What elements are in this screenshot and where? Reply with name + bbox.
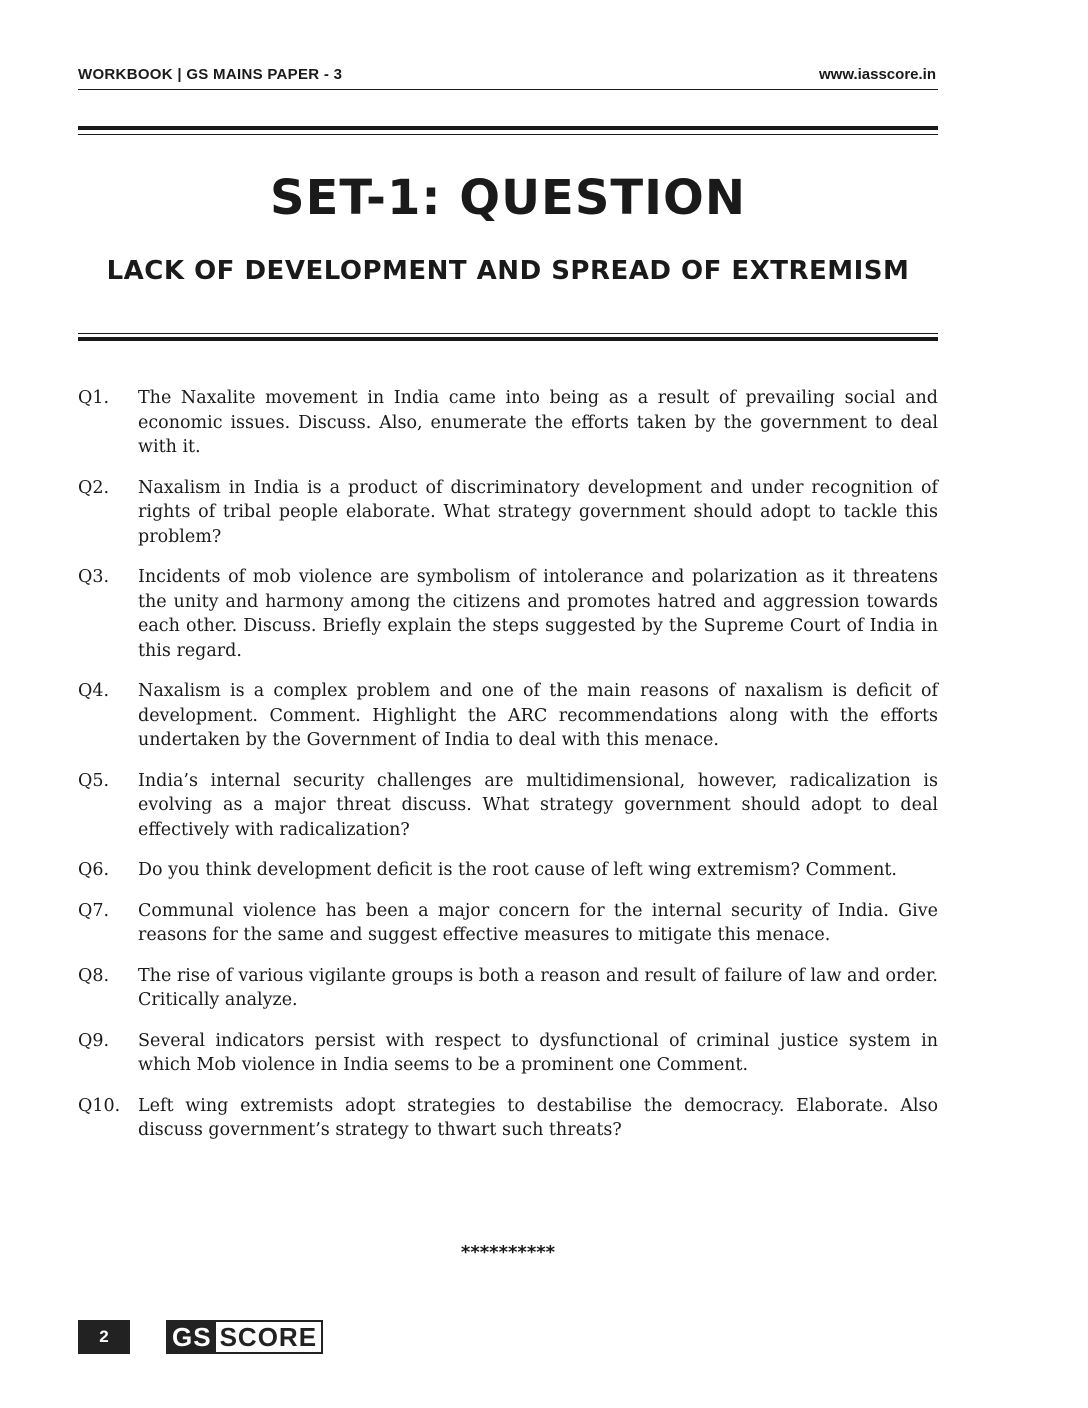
question-text: Naxalism in India is a product of discriminatory development and under recognition of rights of tribal people elaborate. What strategy government should adopt to tackle this problem? <box>138 477 938 547</box>
question-text: Naxalism is a complex problem and one of the main reasons of naxalism is deficit of development. Comment. Highlight the ARC recommendations along with the efforts undertaken by the Government of India to deal with this menace. <box>138 681 938 750</box>
question-text: Several indicators persist with respect to dysfunctional of criminal justice system in which Mob violence in India seems to be a prominent one Comment. <box>138 1030 938 1075</box>
logo-score: SCORE <box>219 1321 318 1352</box>
page-number: 2 <box>78 1320 130 1354</box>
question-number: Q5. <box>78 770 110 791</box>
title-top-rule-thin <box>78 134 938 135</box>
question-item <box>78 858 938 883</box>
question-number: Q2. <box>78 477 110 498</box>
question-item <box>78 769 938 843</box>
question-item <box>78 386 938 460</box>
question-number: Q7. <box>78 900 110 921</box>
page-subtitle: LACK OF DEVELOPMENT AND SPREAD OF EXTREMISM <box>106 256 910 286</box>
question-text: Do you think development deficit is the root cause of left wing extremism? Comment. <box>138 860 897 880</box>
header-workbook-label: WORKBOOK | GS MAINS PAPER - 3 <box>78 66 343 83</box>
question-number: Q9. <box>78 1030 110 1051</box>
header-divider <box>78 89 938 90</box>
logo-gs: GS <box>168 1322 216 1352</box>
end-marker: ********** <box>460 1242 556 1263</box>
title-bottom-rule <box>78 337 938 341</box>
question-text: The Naxalite movement in India came into being as a result of prevailing social and economic issues. Discuss. Also, enumerate the efforts taken by the government to deal with it. <box>138 388 938 457</box>
question-number: Q8. <box>78 965 110 986</box>
title-bottom-rule-thin <box>78 333 938 334</box>
question-item <box>78 476 938 550</box>
gs-score-logo <box>166 1320 323 1354</box>
question-number: Q10. <box>78 1095 121 1116</box>
question-number: Q4. <box>78 681 110 701</box>
question-text: Communal violence has been a major concern for the internal security of India. Give reasons for the same and suggest effective measures to mitigate this menace. <box>138 900 938 945</box>
question-text: India’s internal security challenges are multidimensional, however, radicalization is evolving as a major threat discuss. What strategy government should adopt to deal effectively with radicalization? <box>138 770 938 840</box>
header-website: www.iasscore.in <box>819 66 936 83</box>
question-number: Q1. <box>78 388 110 408</box>
question-text: Left wing extremists adopt strategies to destabilise the democracy. Elaborate. Also discuss government’s strategy to thwart such threats? <box>138 1095 938 1140</box>
question-item <box>78 899 938 948</box>
question-item <box>78 679 938 753</box>
question-item <box>78 1094 938 1143</box>
question-item <box>78 565 938 663</box>
question-number: Q6. <box>78 860 110 880</box>
question-text: Incidents of mob violence are symbolism of intolerance and polarization as it threatens the unity and harmony among the citizens and promotes hatred and aggression towards each other. Discuss. Briefly explain the steps suggested by the Supreme Court of India in this regard. <box>138 567 938 661</box>
question-item <box>78 1029 938 1078</box>
page-title: SET-1: QUESTION <box>270 170 746 226</box>
question-text: The rise of various vigilante groups is both a reason and result of failure of law and order. Critically analyze. <box>138 965 938 1010</box>
question-list <box>78 386 938 1159</box>
question-item <box>78 964 938 1013</box>
title-top-rule <box>78 126 938 130</box>
question-number: Q3. <box>78 567 110 587</box>
